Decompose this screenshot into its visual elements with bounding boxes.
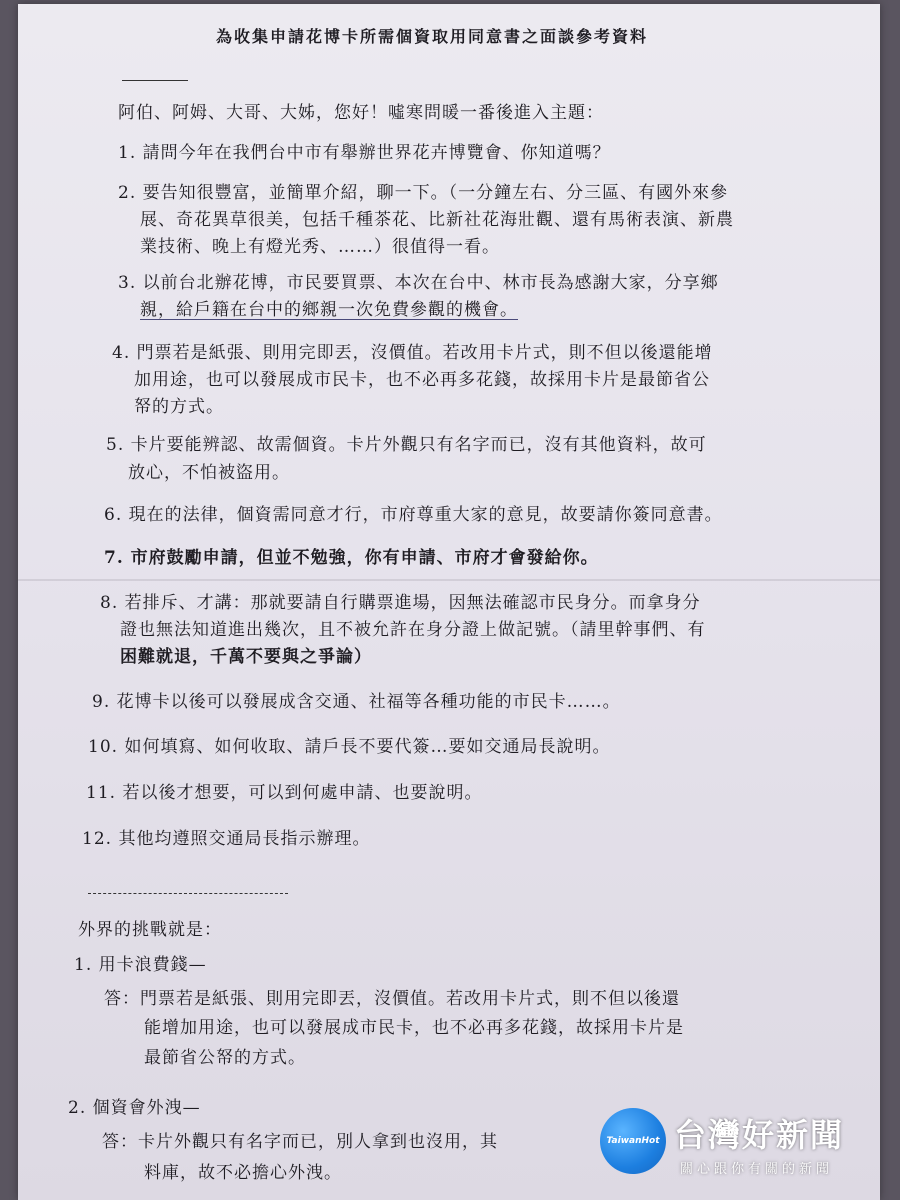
answer-2-line-2: 料庫，故不必擔心外洩。 [144, 1163, 342, 1183]
item-3-line-2: 親，給戶籍在台中的鄉親一次免費參觀的機會。 [140, 300, 518, 320]
item-5-line-1: 5. 卡片要能辨認、故需個資。卡片外觀只有名字而已，沒有其他資料，故可 [106, 435, 707, 455]
item-9: 9. 花博卡以後可以發展成含交通、社福等各種功能的市民卡……。 [92, 692, 621, 712]
item-4-line-3: 帑的方式。 [134, 397, 224, 417]
item-2-line-3: 業技術、晚上有燈光秀、……）很值得一看。 [140, 237, 500, 257]
divider [88, 893, 288, 894]
answer-1-line-3: 最節省公帑的方式。 [144, 1048, 306, 1068]
taiwanhot-logo-icon: TaiwanHot [600, 1108, 666, 1174]
question-1: 1. 用卡浪費錢— [74, 955, 207, 975]
item-6: 6. 現在的法律，個資需同意才行，市府尊重大家的意見，故要請你簽同意書。 [104, 505, 723, 525]
answer-1-line-2: 能增加用途，也可以發展成市民卡，也不必再多花錢，故採用卡片是 [144, 1018, 684, 1038]
item-1: 1. 請問今年在我們台中市有舉辦世界花卉博覽會、你知道嗎？ [118, 143, 611, 163]
divider [122, 80, 188, 81]
item-11: 11. 若以後才想要，可以到何處申請、也要說明。 [86, 783, 483, 803]
item-4-line-2: 加用途，也可以發展成市民卡，也不必再多花錢，故採用卡片是最節省公 [134, 370, 710, 390]
item-10: 10. 如何填寫、如何收取、請戶長不要代簽…要如交通局長說明。 [88, 737, 611, 757]
answer-2-line-1: 答：卡片外觀只有名字而已，別人拿到也沒用，其 [102, 1132, 498, 1152]
challenge-heading: 外界的挑戰就是： [78, 920, 222, 940]
watermark-title: 台灣好新聞 [674, 1116, 845, 1154]
item-7: 7. 市府鼓勵申請，但並不勉強，你有申請、市府才會發給你。 [104, 548, 599, 568]
greeting: 阿伯、阿姆、大哥、大姊，您好！噓寒問暖一番後進入主題： [118, 103, 604, 123]
item-8-line-2: 證也無法知道進出幾次，且不被允許在身分證上做記號。（請里幹事們、有 [120, 620, 706, 640]
item-8-line-3: 困難就退，千萬不要與之爭論） [120, 647, 372, 667]
item-3-line-1: 3. 以前台北辦花博，市民要買票、本次在台中、林市長為感謝大家，分享鄉 [118, 273, 719, 293]
item-5-line-2: 放心，不怕被盜用。 [128, 463, 290, 483]
item-12: 12. 其他均遵照交通局長指示辦理。 [82, 829, 371, 849]
item-2-line-1: 2. 要告知很豐富，並簡單介紹，聊一下。（一分鐘左右、分三區、有國外來參 [118, 183, 729, 203]
item-4-line-1: 4. 門票若是紙張、則用完即丟，沒價值。若改用卡片式，則不但以後還能增 [112, 343, 713, 363]
answer-1-line-1: 答：門票若是紙張、則用完即丟，沒價值。若改用卡片式，則不但以後還 [104, 989, 680, 1009]
paper-fold [18, 579, 880, 581]
watermark-subtitle: 關心跟你有關的新聞 [680, 1162, 834, 1177]
item-8-line-1: 8. 若排斥、才講：那就要請自行購票進場，因無法確認市民身分。而拿身分 [100, 593, 701, 613]
question-2: 2. 個資會外洩— [68, 1098, 201, 1118]
document-title: 為收集申請花博卡所需個資取用同意書之面談參考資料 [216, 27, 649, 46]
item-2-line-2: 展、奇花異草很美，包括千種茶花、比新社花海壯觀、還有馬術表演、新農 [140, 210, 734, 230]
